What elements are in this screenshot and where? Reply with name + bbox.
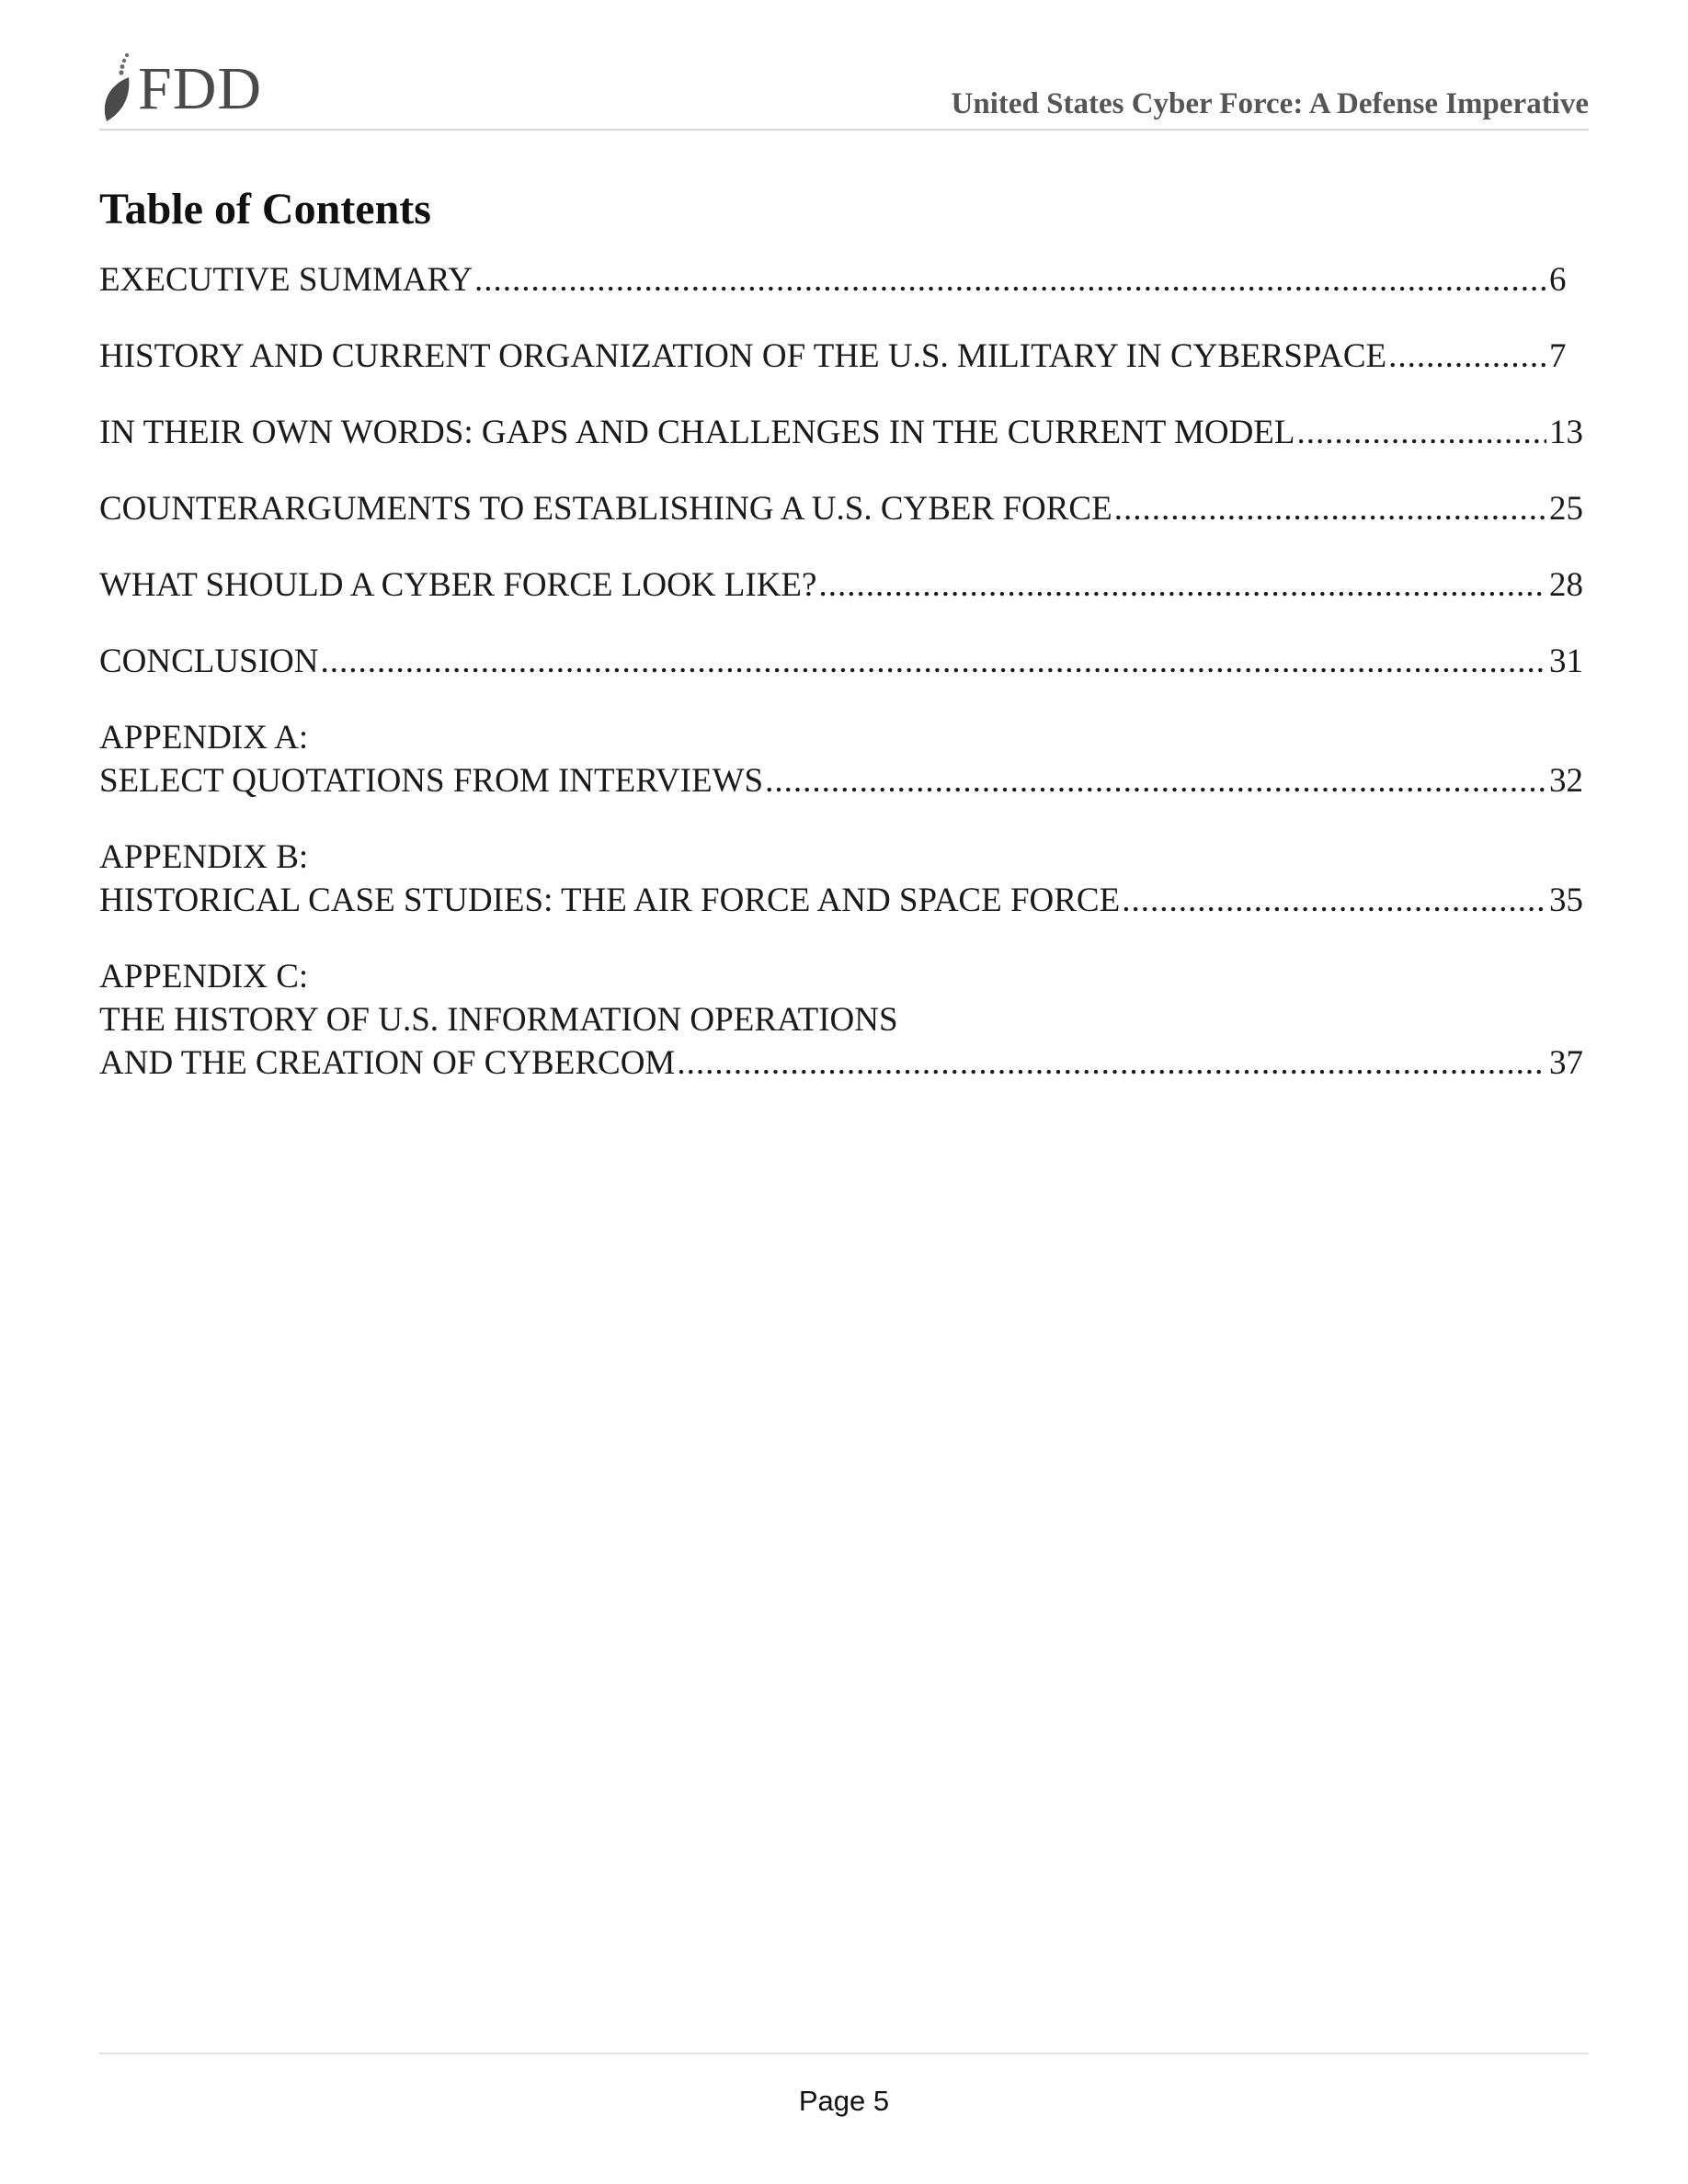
toc-leader-dots [765,759,1546,802]
toc-leader-dots [1297,411,1547,454]
toc-entry-row [99,258,1584,301]
toc-entry-row [99,487,1584,530]
toc-page-number: 35 [1549,882,1583,919]
toc-entry-title: EXECUTIVE SUMMARY [99,261,473,299]
toc-page-number: 28 [1549,566,1583,604]
toc-entry[interactable] [99,563,1589,607]
toc-entry[interactable] [99,335,1589,378]
toc-entry[interactable] [99,836,1589,922]
toc-entry-title-line: APPENDIX B: [99,838,309,876]
toc-leader-dots [320,640,1546,683]
toc-page-number: 31 [1549,643,1583,680]
toc-entry-row [99,759,1584,802]
toc-entry-title-line: APPENDIX C: [99,958,309,995]
toc-entry-title: HISTORICAL CASE STUDIES: THE AIR FORCE AND SPACE FORCE [99,882,1121,919]
table-of-contents [99,184,1589,1118]
page-number: Page 5 [798,2085,890,2117]
toc-entry-row [99,640,1584,683]
toc-entry[interactable] [99,487,1589,530]
toc-entry-title: AND THE CREATION OF CYBERCOM [99,1044,676,1082]
toc-entry-title: SELECT QUOTATIONS FROM INTERVIEWS [99,762,764,800]
toc-entry[interactable] [99,640,1589,683]
document-title: United States Cyber Force: A Defense Imperative [951,87,1589,120]
toc-page-number: 13 [1549,414,1583,451]
toc-entry-title-line: THE HISTORY OF U.S. INFORMATION OPERATIONS [99,1001,898,1039]
toc-entry-title-line: APPENDIX A: [99,719,309,756]
logo-text: FDD [138,55,263,122]
toc-leader-dots [677,1041,1546,1085]
toc-entry-title: WHAT SHOULD A CYBER FORCE LOOK LIKE? [99,566,817,604]
toc-leader-dots [818,563,1546,607]
toc-entry[interactable] [99,411,1589,454]
toc-entry-title: HISTORY AND CURRENT ORGANIZATION OF THE U.S. MILITARY IN CYBERSPACE [99,337,1387,375]
toc-entry-row [99,335,1584,378]
toc-page-number: 37 [1549,1044,1583,1082]
toc-entry-row [99,411,1584,454]
toc-leader-dots [474,258,1546,301]
toc-page-number: 25 [1549,490,1583,528]
toc-page-number: 6 [1549,261,1567,299]
toc-page-number: 7 [1549,337,1567,375]
toc-entry-row [99,879,1584,922]
toc-leader-dots [1122,879,1546,922]
footer-divider [99,2053,1589,2054]
toc-entry-row [99,563,1584,607]
fdd-leaf-icon [99,50,134,123]
toc-entry-title: COUNTERARGUMENTS TO ESTABLISHING A U.S. CYBER FORCE [99,490,1112,528]
fdd-logo [99,50,262,123]
toc-entry-title: IN THEIR OWN WORDS: GAPS AND CHALLENGES IN THE CURRENT MODEL [99,414,1295,451]
toc-entry[interactable] [99,955,1589,1085]
toc-leader-dots [1114,487,1546,530]
toc-entries [99,258,1589,1085]
toc-entry-row [99,1041,1584,1085]
toc-leader-dots [1388,335,1546,378]
toc-entry[interactable] [99,716,1589,802]
toc-heading: Table of Contents [99,185,431,233]
toc-entry-title: CONCLUSION [99,643,319,680]
toc-page-number: 32 [1549,762,1583,800]
toc-entry[interactable] [99,258,1589,301]
page-header [99,46,1589,131]
